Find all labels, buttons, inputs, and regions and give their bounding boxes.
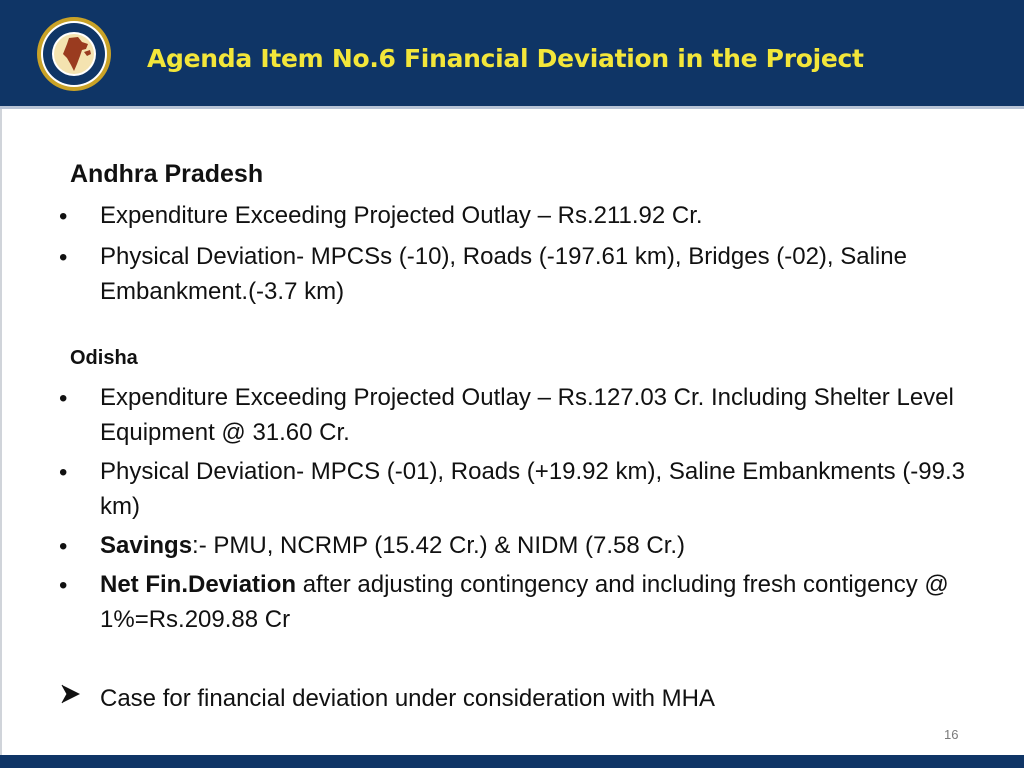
list-item-od-physical-deviation [100,454,1000,524]
slide-title: Agenda Item No.6 Financial Deviation in the Project [147,44,864,73]
item-bold-label: Net Fin.Deviation [100,571,297,598]
list-item-ap-physical-deviation [100,239,1000,309]
item-text: :- PMU, NCRMP (15.42 Cr.) & NIDM (7.58 Cr.) [192,532,686,559]
slide-footer [0,755,1024,768]
item-text: after adjusting contingency and including fresh contigency @ 1%=Rs.209.88 Cr [100,571,949,633]
item-text: Expenditure Exceeding Projected Outlay – Rs.211.92 Cr. [100,202,703,229]
conclusion-text: Case for financial deviation under consideration with MHA [100,685,715,712]
bullet-marker: • [59,244,68,271]
item-text: Physical Deviation- MPCS (-01), Roads (+19.92 km), Saline Embankments (-99.3 km) [100,458,966,520]
section-heading-andhra-pradesh: Andhra Pradesh [70,160,264,188]
bullet-marker: • [59,385,68,412]
page-number: 16 [944,727,959,742]
list-item-od-expenditure [100,380,1000,450]
item-text: Expenditure Exceeding Projected Outlay – Rs.127.03 Cr. Including Shelter Level Equipment @ 31.60 Cr. [100,384,954,446]
list-item-ap-expenditure [100,198,1000,233]
list-item-od-savings [100,528,1000,563]
arrow-bullet-icon [60,684,82,704]
item-bold-label: Savings [100,532,193,559]
bullet-marker: • [59,572,68,599]
bullet-marker: • [59,533,68,560]
list-item-od-net-fin-deviation [100,567,1000,637]
section-heading-odisha: Odisha [70,347,138,369]
bullet-marker: • [59,459,68,486]
item-text: Physical Deviation- MPCSs (-10), Roads (-197.61 km), Bridges (-02), Saline Embankment.(-3.7 km) [100,243,907,305]
bullet-marker: • [59,203,68,230]
